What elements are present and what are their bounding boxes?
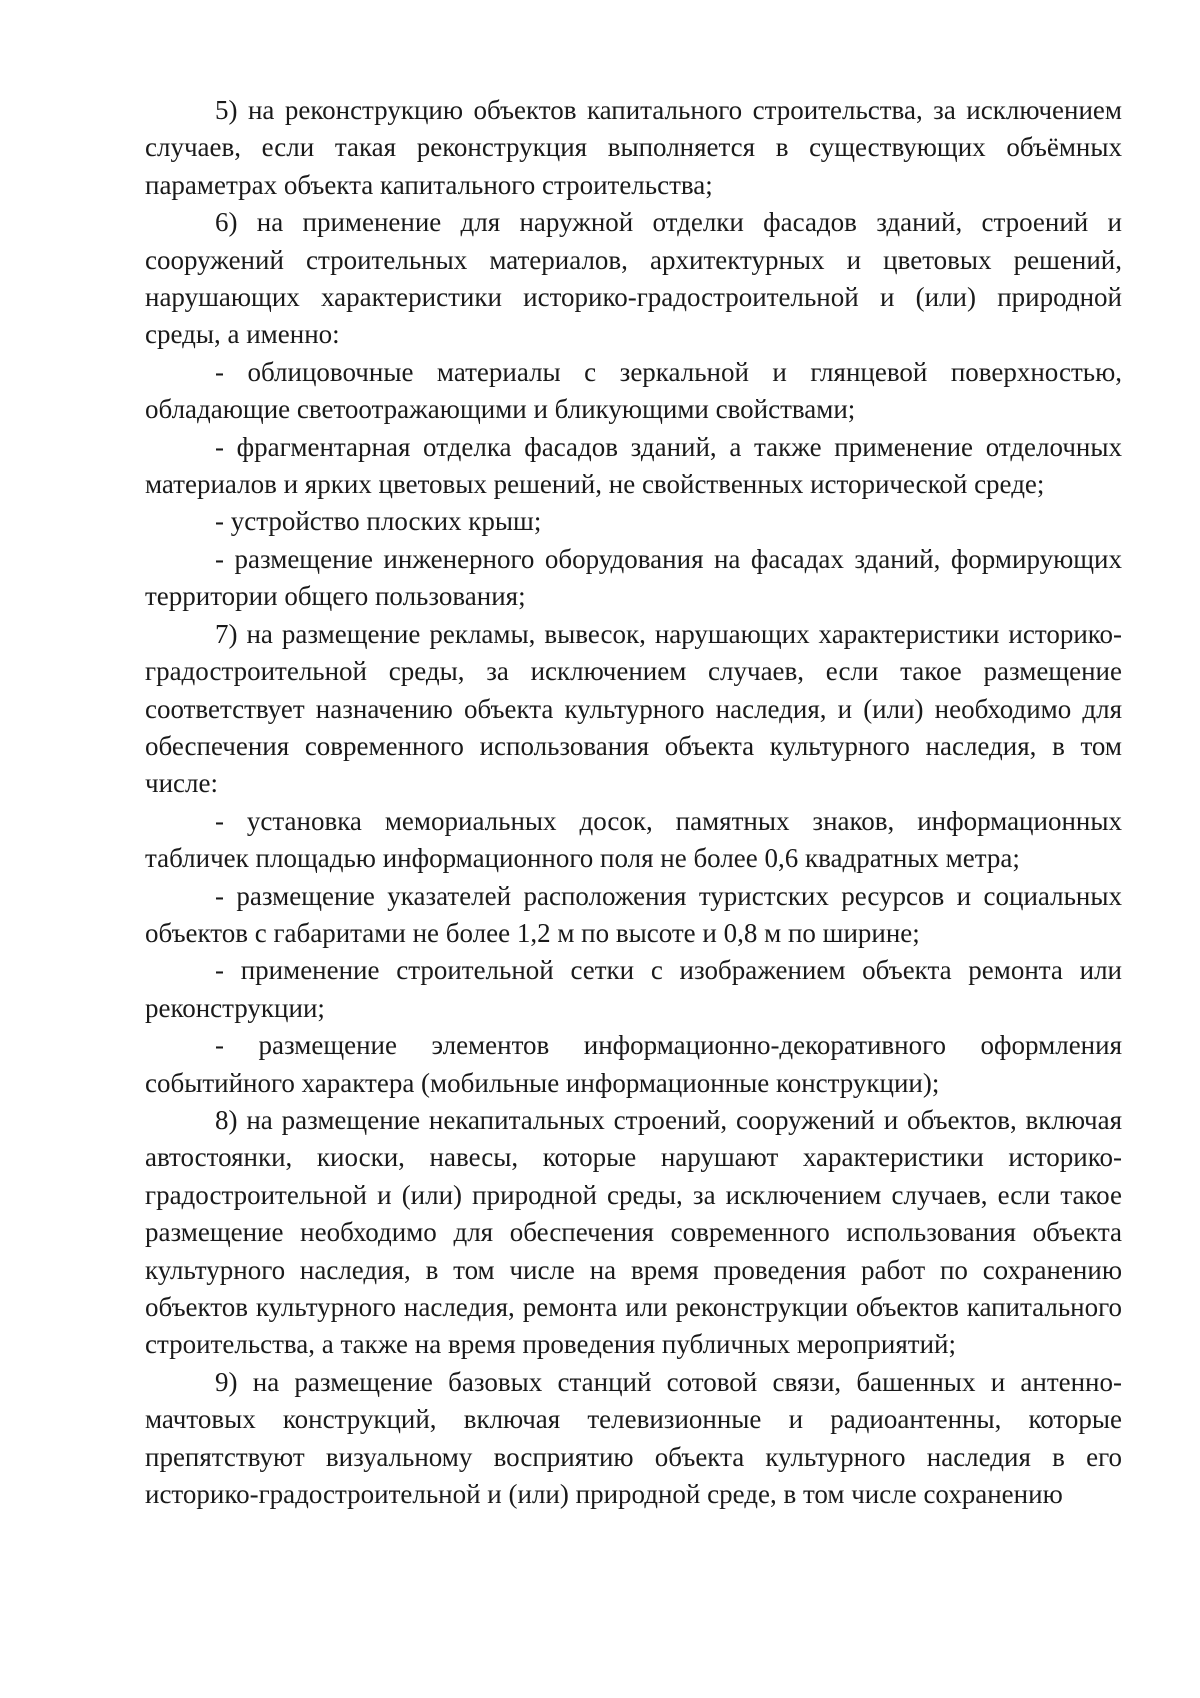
paragraph-item-8: 8) на размещение некапитальных строений, сооружений и объектов, включая автостоянки, киоски, навесы, которые нарушают характеристики историко-градостроительной и (или) природной среды, за исключением случаев, если такое размещение необходимо для обеспечения современного использования объекта культурного наследия, в том числе на время проведения работ по сохранению объектов культурного наследия, ремонта или реконструкции объектов капитального строительства, а также на время проведения публичных мероприятий; <box>145 1104 1122 1360</box>
list-item-event-decoration: - размещение элементов информационно-декоративного оформления событийного характера (мобильные информационные конструкции); <box>145 1030 1122 1098</box>
document-body <box>145 92 1122 1513</box>
list-item-fragmentary-finish: - фрагментарная отделка фасадов зданий, а также применение отделочных материалов и ярких цветовых решений, не свойственных исторической среде; <box>145 431 1122 500</box>
paragraph-item-6: 6) на применение для наружной отделки фасадов зданий, строений и сооружений строительных материалов, архитектурных и цветовых решений, нарушающих характеристики историко-градостроительной и (или) природной среды, а именно: <box>145 207 1122 350</box>
paragraph-item-7: 7) на размещение рекламы, вывесок, нарушающих характеристики историко-градостроительной среды, за исключением случаев, если такое размещение соответствует назначению объекта культурного наследия, и (или) необходимо для обеспечения современного использования объекта культурного наследия, в том числе: <box>145 618 1122 799</box>
list-item-construction-mesh: - применение строительной сетки с изображением объекта ремонта или реконструкции; <box>145 955 1122 1023</box>
list-item-memorial-plaques: - установка мемориальных досок, памятных знаков, информационных табличек площадью информационного поля не более 0,6 квадратных метра; <box>145 805 1122 874</box>
list-item-engineering-equipment: - размещение инженерного оборудования на фасадах зданий, формирующих территории общего пользования; <box>145 543 1122 612</box>
list-item-signposts: - размещение указателей расположения туристских ресурсов и социальных объектов с габаритами не более 1,2 м по высоте и 0,8 м по ширине; <box>145 880 1122 948</box>
list-item-reflective-materials: - облицовочные материалы с зеркальной и глянцевой поверхностью, обладающие светоотражающими и бликующими свойствами; <box>145 356 1122 425</box>
list-item-flat-roofs: - устройство плоских крыш; <box>215 506 542 537</box>
paragraph-item-5: 5) на реконструкцию объектов капитального строительства, за исключением случаев, если такая реконструкция выполняется в существующих объёмных параметрах объекта капитального строительства; <box>145 95 1122 200</box>
paragraph-item-9: 9) на размещение базовых станций сотовой связи, башенных и антенно-мачтовых конструкций, включая телевизионные и радиоантенны, которые препятствуют визуальному восприятию объекта культурного наследия в его историко-градостроительной и (или) природной среде, в том числе сохранению <box>145 1366 1122 1510</box>
